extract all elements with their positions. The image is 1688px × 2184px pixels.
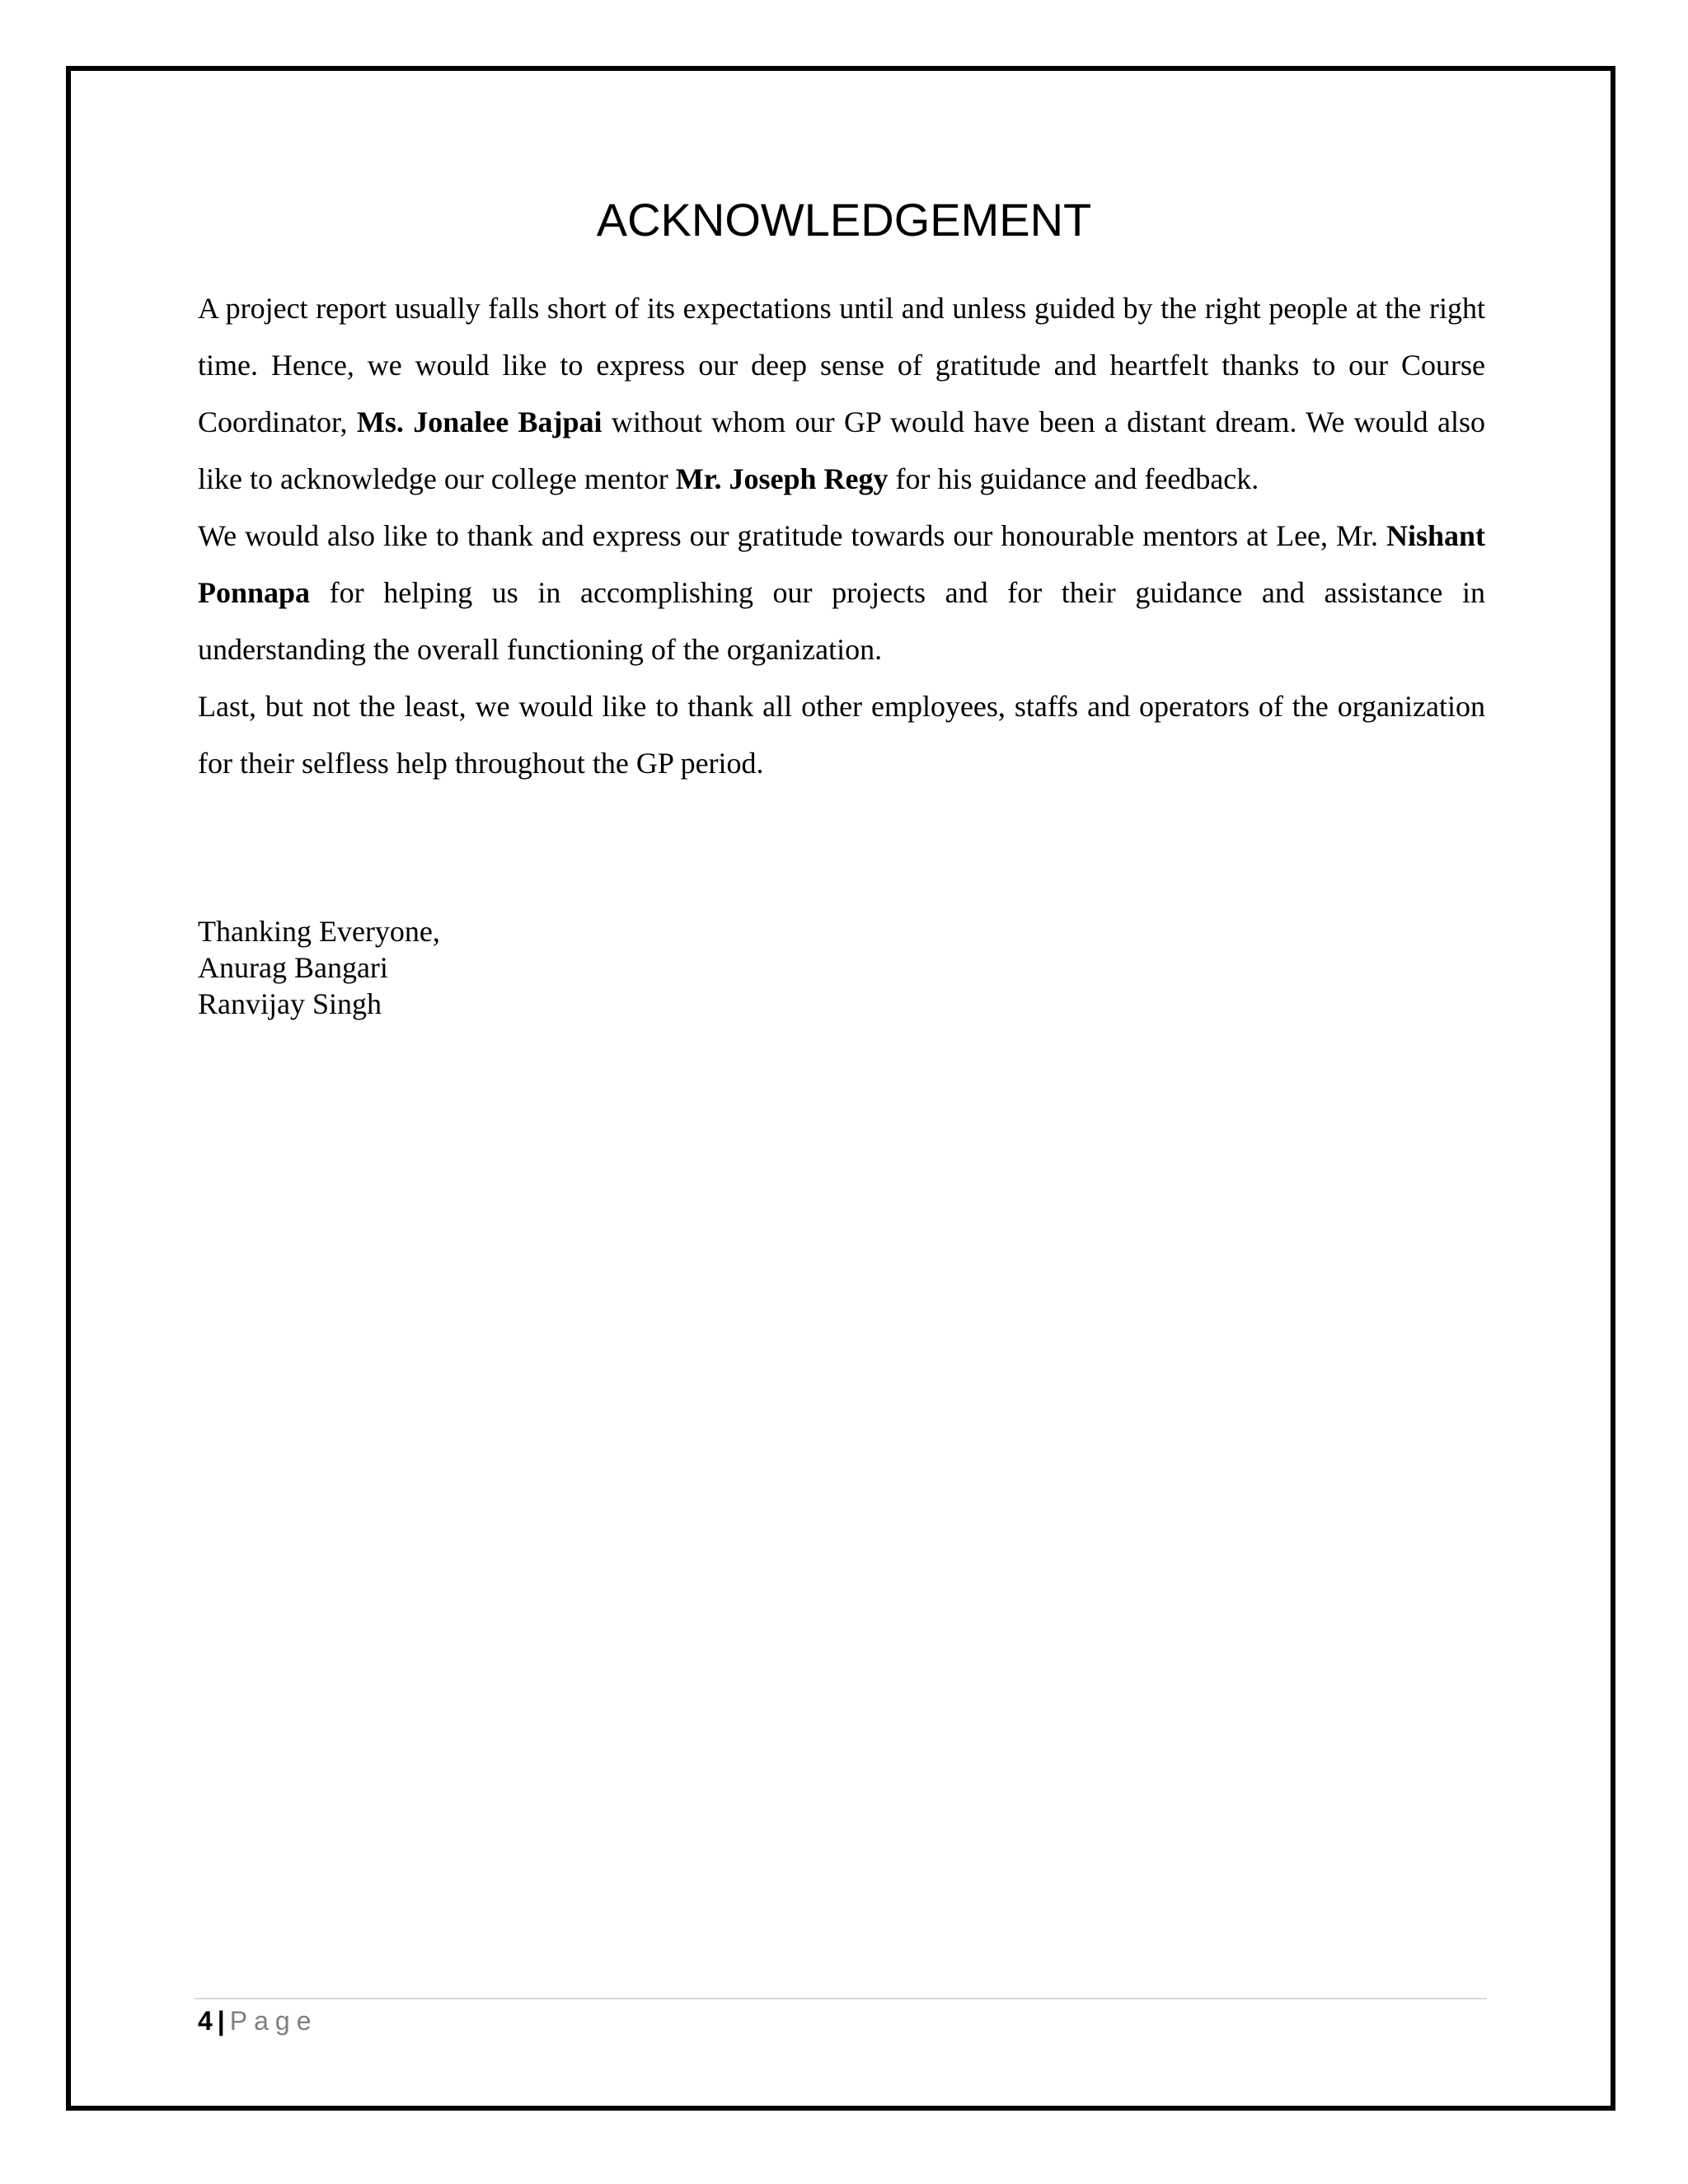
- closing-line: Thanking Everyone,: [198, 915, 440, 948]
- paragraph-text: We would also like to thank and express our gratitude towards our honourable mentors at Lee, Mr.: [198, 519, 1386, 552]
- acknowledgement-body: [198, 280, 1485, 792]
- page-number: 4: [198, 2006, 213, 2036]
- industry-mentor-name: Nishant Ponnapa: [198, 519, 1485, 609]
- footer-divider: [195, 1998, 1487, 1999]
- paragraph-2: [198, 508, 1485, 678]
- coordinator-name: Ms. Jonalee Bajpai: [356, 405, 603, 438]
- paragraph-3: [198, 678, 1485, 792]
- paragraph-1: [198, 280, 1485, 508]
- page-title: ACKNOWLEDGEMENT: [596, 194, 1092, 246]
- signatory-2: Ranvijay Singh: [198, 987, 382, 1020]
- paragraph-text: Last, but not the least, we would like to thank all other employees, staffs and operators of the organization for their selfless help throughout the GP period.: [198, 690, 1485, 780]
- page-label: Page: [229, 2006, 318, 2036]
- footer-separator: |: [217, 2006, 225, 2036]
- signature-block: [198, 913, 440, 1022]
- signatory-1: Anurag Bangari: [198, 951, 388, 984]
- paragraph-text: without whom our GP would have been a distant dream. We would also like to acknowledge our college mentor: [198, 405, 1485, 495]
- paragraph-text: for his guidance and feedback.: [888, 462, 1259, 495]
- mentor-name: Mr. Joseph Regy: [675, 462, 889, 495]
- paragraph-text: A project report usually falls short of its expectations until and unless guided by the right people at the right time. Hence, we would like to express our deep sense of gratitude and heartfelt thanks to our Course Coordinator,: [198, 292, 1485, 438]
- paragraph-text: for helping us in accomplishing our projects and for their guidance and assistance in understanding the overall functioning of the organization.: [198, 576, 1485, 666]
- page-footer: [198, 2004, 317, 2037]
